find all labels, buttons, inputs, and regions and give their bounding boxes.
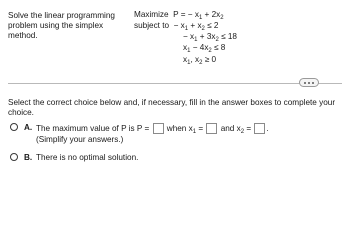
answer-box-p[interactable] (153, 123, 164, 134)
prompt-line-1: Solve the linear programming (8, 11, 115, 20)
constraint-1: − $x_1 + x_2 \le 2$ (173, 21, 219, 32)
option-a[interactable] (10, 123, 340, 147)
constraint-3: $x_1 - 4x_2 \le 8$ (183, 43, 226, 54)
more-options-button[interactable] (299, 78, 319, 87)
option-a-letter: A. (24, 123, 33, 132)
problem-prompt (8, 11, 126, 41)
option-b-letter: B. (24, 153, 33, 162)
dot-icon (304, 82, 306, 84)
option-a-radio[interactable] (10, 123, 18, 131)
constraint-2: − $x_1 + 3x_2 \le 18$ (183, 32, 237, 43)
option-b-radio[interactable] (10, 153, 18, 161)
answer-box-x2[interactable] (254, 123, 265, 134)
option-b-text: There is no optimal solution. (36, 153, 139, 162)
objective-text: P = − $x_1 + 2x_2$ (173, 10, 224, 21)
prompt-line-2: problem using the simplex (8, 21, 104, 30)
section-divider (8, 83, 342, 84)
answer-box-x1[interactable] (206, 123, 217, 134)
option-b[interactable] (10, 153, 210, 163)
prompt-line-3: method. (8, 31, 38, 40)
instruction-text: Select the correct choice below and, if necessary, fill in the answer boxes to complete your choice. (8, 98, 336, 117)
subject-to-label: subject to (134, 21, 170, 30)
dot-icon (312, 82, 314, 84)
option-a-hint: (Simplify your answers.) (36, 135, 124, 144)
option-a-text: The maximum value of P is P = when $x_1$ = and $x_2$ = . (36, 124, 269, 135)
constraint-4: $x_1$, $x_2 \ge 0$ (183, 55, 217, 66)
maximize-label: Maximize (134, 10, 169, 19)
dot-icon (308, 82, 310, 84)
